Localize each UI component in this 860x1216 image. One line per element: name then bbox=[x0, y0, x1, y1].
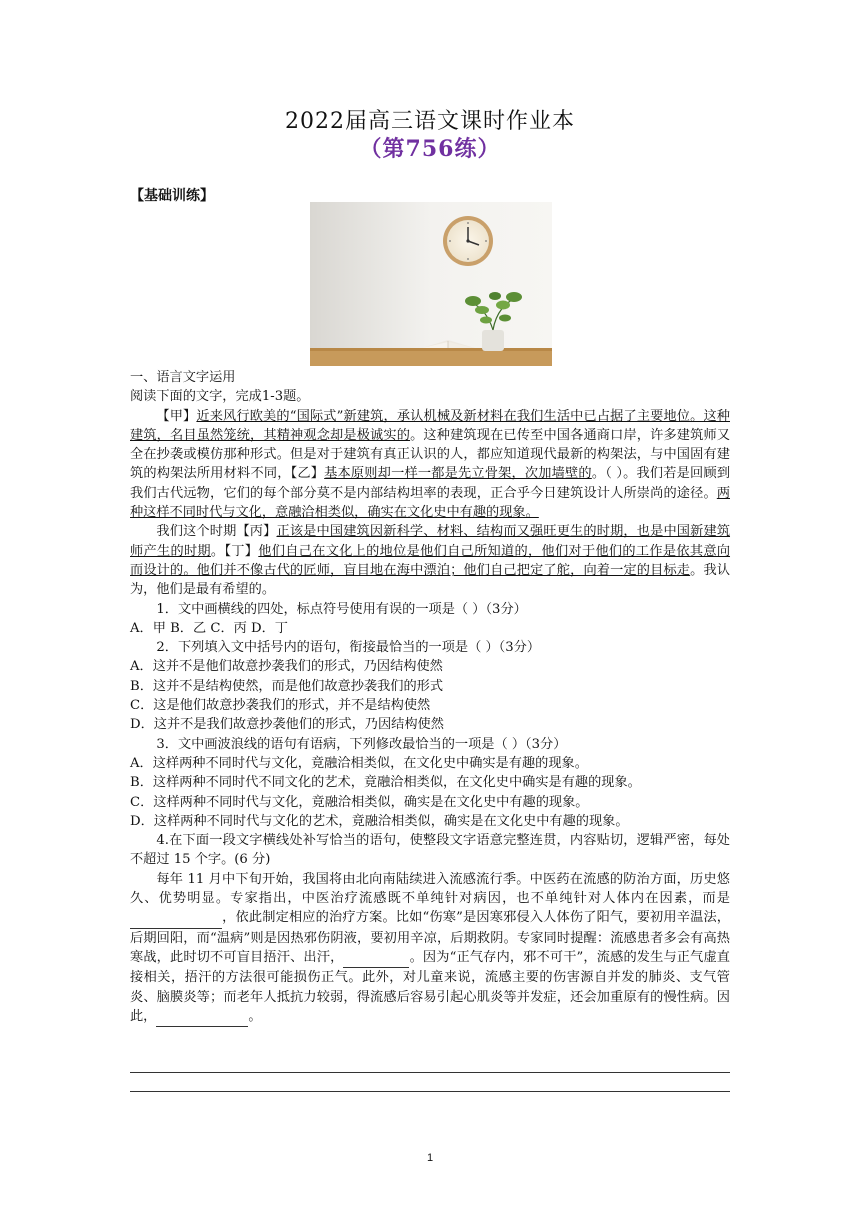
passage-text: 。我认为，他们是最有希望的。 bbox=[130, 562, 731, 598]
question-3-option-a: A．这样两种不同时代与文化，竟融洽相类似，在文化史中确实是有趣的现象。 bbox=[130, 755, 588, 771]
question-1-stem: 1．文中画横线的四处，标点符号使用有误的一项是（ ）（3分） bbox=[156, 601, 527, 617]
section-label: 【基础训练】 bbox=[130, 188, 214, 204]
passage-text: 。 bbox=[248, 1008, 262, 1024]
question-2-option-a: A．这并不是他们故意抄袭我们的形式，乃因结构使然 bbox=[130, 659, 443, 675]
fill-blank-1[interactable] bbox=[130, 908, 222, 928]
question-2-stem: 2．下列填入文中括号内的语句，衔接最恰当的一项是（ ）（3分） bbox=[156, 640, 541, 656]
page-subtitle: （第756练） bbox=[359, 136, 501, 162]
underlined-sentence-ding: 他们自己在文化上的地位是他们自己所知道的，他们对于他们的工作是依其意向而设计的。他们并不像古代的匠师，盲目地在海中漂泊；他们自己把定了舵，向着一定的目标走 bbox=[130, 543, 731, 578]
question-3-option-c: C．这样两种不同时代与文化，竟融洽相类似，确实是在文化史中有趣的现象。 bbox=[130, 794, 589, 810]
wall-clock-icon bbox=[443, 216, 493, 266]
underlined-sentence-yi: 基本原则却一样一都是先立骨架，次加墙壁的 bbox=[324, 466, 592, 482]
passage-text: 。因为“正气存内，邪不可干”，流感的发生与正气虚直接相关，捂汗的方法很可能损伤正气。此外，对儿童来说，流感主要的伤害源自并发的肺炎、支气管炎、脑膜炎等；而老年人抵抗力较弱，得流感后容易引起心肌炎等并发症，还会加重原有的慢性病。因此， bbox=[130, 949, 730, 1024]
question-3-option-b: B．这样两种不同时代不同文化的艺术，竟融洽相类似，在文化史中确实是有趣的现象。 bbox=[130, 775, 641, 791]
passage-text: 。这种建筑现在已传至中国各通商口岸，许多建筑师又全在抄袭或模仿那种形式。但是对于建筑有真正认识的人，都应知道现代最新的构架法，与中国固有建筑的构架法所用材料不同， bbox=[130, 427, 731, 482]
underlined-sentence-jia: 近来风行欧美的“国际式”新建筑，承认机械及新材料在我们生活中已占据了主要地位。这种建筑，名目虽然笼统，其精神观念却是极诚实的 bbox=[130, 408, 730, 443]
page-number: 1 bbox=[426, 1152, 434, 1164]
question-2-option-c: C．这是他们故意抄袭我们的形式，并不是结构使然 bbox=[130, 698, 431, 714]
marker-ding: 【丁】 bbox=[224, 543, 259, 559]
question-4-stem: 4.在下面一段文字横线处补写恰当的语句，使整段文字语意完整连贯，内容贴切，逻辑严密，每处不超过 15 个字。(6 分) bbox=[130, 833, 730, 868]
marker-bing: 【丙】 bbox=[236, 524, 277, 540]
question-4-passage bbox=[130, 870, 730, 1027]
passage-text: 每年 11 月中下旬开始，我国将由北向南陆续进入流感流行季。中医药在流感的防治方面，历史悠久、优势明显。专家指出，中医治疗流感既不单纯针对病因，也不单纯针对人体内在因素，而是 bbox=[130, 871, 730, 907]
passage-text: 。 bbox=[210, 543, 225, 559]
marker-jia: 【甲】 bbox=[156, 408, 197, 424]
question-1-options: A．甲 B．乙 C．丙 D．丁 bbox=[130, 620, 288, 636]
passage-paragraph-2 bbox=[130, 522, 730, 599]
page-title: 2022届高三语文课时作业本 bbox=[285, 109, 575, 134]
question-2-option-b: B．这并不是结构使然，而是他们故意抄袭我们的形式 bbox=[130, 678, 444, 694]
fill-blank-3[interactable] bbox=[156, 1007, 248, 1027]
answer-line[interactable] bbox=[130, 1091, 730, 1092]
marker-yi: 【乙】 bbox=[290, 466, 325, 482]
passage-text: ，依此制定相应的治疗方案。比如“伤寒”是因寒邪侵入人体伤了阳气，要初用辛温法，后期回阳，而“温病”则是因热邪伤阴液，要初用辛凉，后期救阴。专家同时提醒：流感患者多会有高热寒战，此时切不可盲目捂汗、出汗， bbox=[130, 910, 730, 965]
reading-instruction: 阅读下面的文字，完成1-3题。 bbox=[130, 389, 310, 405]
passage-text: 。（ ）。我们若是回顾到我们古代远物，它们的每个部分莫不是内部结构坦率的表现，正合乎今日建筑设计人所崇尚的途径。 bbox=[130, 466, 731, 501]
wavy-underlined-sentence: 两种这样不同时代与文化，意融洽相类似，确实在文化史中有趣的现象。 bbox=[130, 485, 730, 521]
passage-text: 我们这个时期 bbox=[156, 524, 237, 540]
fill-blank-2[interactable] bbox=[343, 948, 409, 968]
answer-line[interactable] bbox=[130, 1072, 730, 1073]
question-3-option-d: D．这样两种不同时代与文化的艺术，竟融洽相类似，确实是在文化史中有趣的现象。 bbox=[130, 813, 629, 829]
underlined-sentence-bing: 正该是中国建筑因新科学、材料、结构而又强旺更生的时期，也是中国新建筑师产生的时期 bbox=[130, 524, 731, 559]
clock-plant-photo bbox=[310, 202, 552, 366]
question-3-stem: 3．文中画波浪线的语句有语病，下列修改最恰当的一项是（ ）（3分） bbox=[156, 736, 567, 752]
passage-paragraph-1 bbox=[130, 407, 730, 523]
part-heading: 一、语言文字运用 bbox=[130, 370, 236, 385]
question-2-option-d: D．这并不是我们故意抄袭他们的形式，乃因结构使然 bbox=[130, 717, 444, 733]
exercise-body bbox=[130, 368, 730, 1027]
